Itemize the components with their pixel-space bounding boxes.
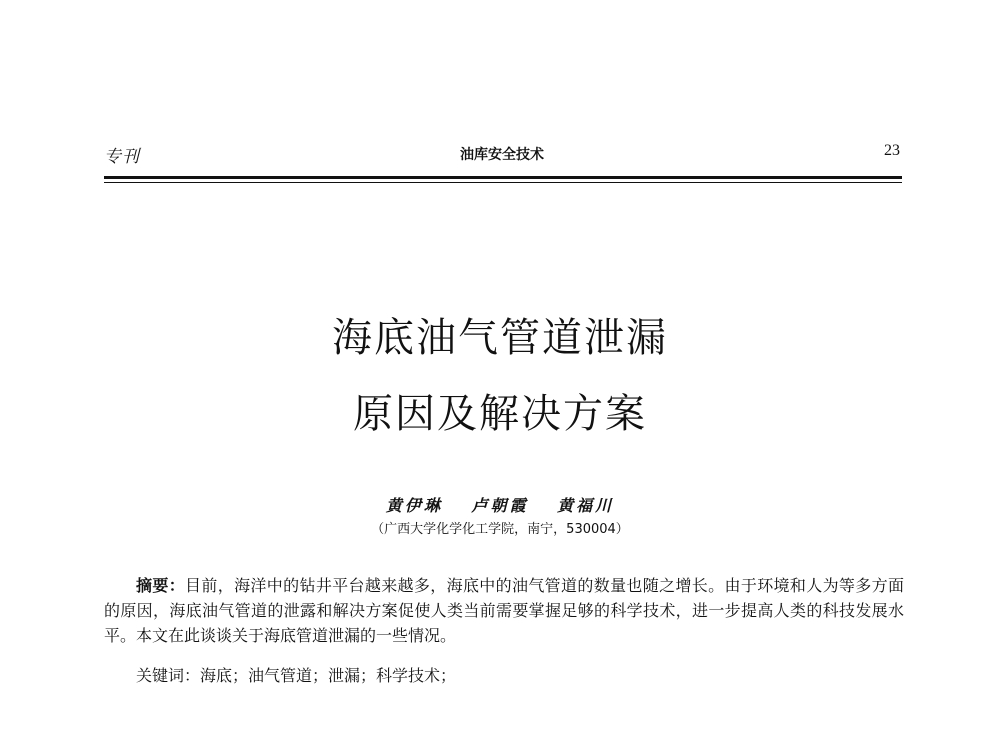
page-header bbox=[104, 142, 900, 176]
abstract-label: 摘要： bbox=[136, 576, 186, 595]
keywords-label: 关键词： bbox=[136, 666, 201, 685]
article-title-line-1: 海底油气管道泄漏 bbox=[332, 315, 668, 361]
header-rule-thin bbox=[104, 182, 902, 183]
journal-name: 油库安全技术 bbox=[460, 147, 544, 163]
affiliation: （广西大学化学化工学院，南宁，530004） bbox=[371, 522, 629, 537]
author-name: 黄伊琳 bbox=[385, 496, 443, 515]
author-name: 卢朝霞 bbox=[471, 496, 529, 515]
keywords bbox=[136, 663, 456, 688]
abstract bbox=[104, 573, 904, 648]
author-name: 黄福川 bbox=[557, 496, 615, 515]
authors bbox=[0, 493, 1000, 516]
abstract-text: 目前，海洋中的钻井平台越来越多，海底中的油气管道的数量也随之增长。由于环境和人为等多方面的原因，海底油气管道的泄露和解决方案促使人类当前需要掌握足够的科学技术，进一步提高人类的科技发展水平。本文在此谈谈关于海底管道泄漏的一些情况。 bbox=[104, 576, 904, 645]
keywords-text: 海底；油气管道；泄漏；科学技术； bbox=[200, 666, 457, 685]
page-number: 23 bbox=[884, 142, 900, 159]
article-title-line-2: 原因及解决方案 bbox=[353, 391, 647, 437]
header-rule-thick bbox=[104, 176, 902, 179]
section-label: 专刊 bbox=[104, 147, 140, 167]
